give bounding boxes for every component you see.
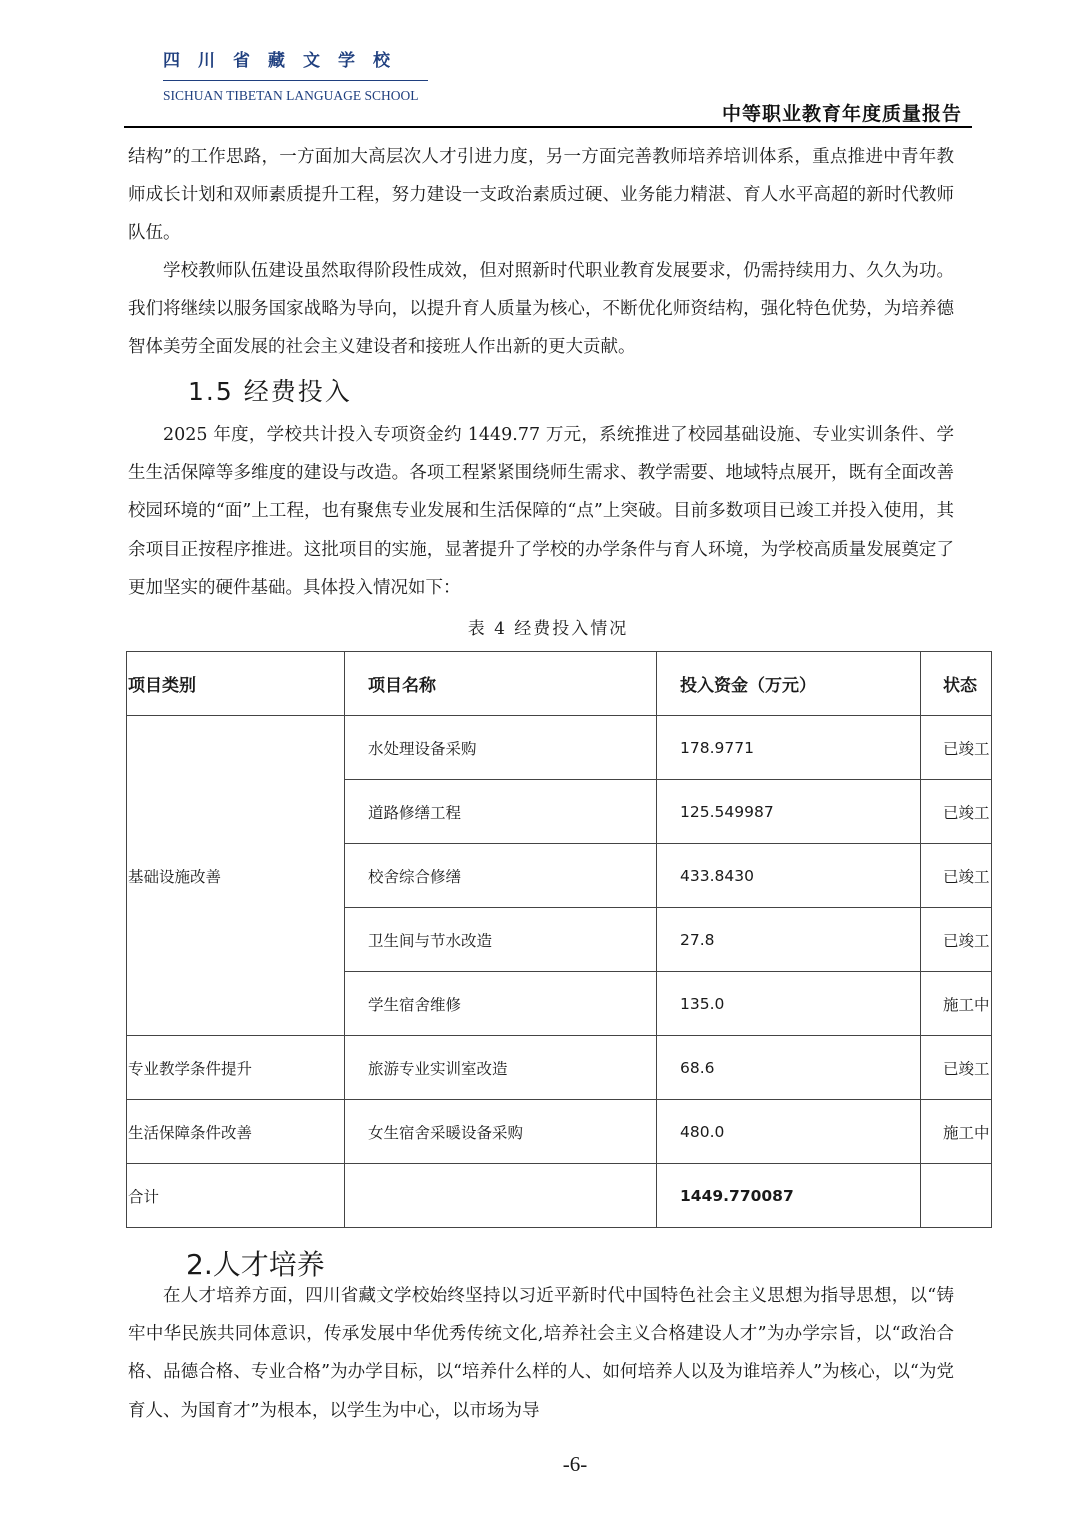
header-status: 状态: [921, 652, 992, 716]
amount-cell: 178.9771: [657, 716, 921, 780]
status-cell: 已竣工: [921, 716, 992, 780]
status-cell: 已竣工: [921, 1036, 992, 1100]
project-name-cell: 学生宿舍维修: [345, 972, 657, 1036]
total-label-cell: 合计: [127, 1164, 345, 1228]
paragraph-talent: 在人才培养方面，四川省藏文学校始终坚持以习近平新时代中国特色社会主义思想为指导思想，以“铸牢中华民族共同体意识，传承发展中华优秀传统文化,培养社会主义合格建设人才”为办学宗旨，以“政治合格、品德合格、专业合格”为办学目标，以“培养什么样的人、如何培养人以及为谁培养人”为核心，以“为党育人、为国育才”为根本，以学生为中心，以市场为导: [128, 1286, 954, 1421]
status-cell: 已竣工: [921, 780, 992, 844]
header-category: 项目类别: [127, 652, 345, 716]
section-heading-talent: 2.人才培养: [186, 1248, 325, 1281]
table-caption: 表 4 经费投入情况: [467, 619, 629, 639]
header-amount: 投入资金（万元）: [657, 652, 921, 716]
category-cell: 基础设施改善: [127, 716, 345, 1036]
status-cell: 施工中: [921, 972, 992, 1036]
amount-cell: 135.0: [657, 972, 921, 1036]
status-cell: 施工中: [921, 1100, 992, 1164]
paragraph-teachers: 学校教师队伍建设虽然取得阶段性成效，但对照新时代职业教育发展要求，仍需持续用力、久久为功。我们将继续以服务国家战略为导向，以提升育人质量为核心，不断优化师资结构，强化特色优势，为培养德智体美劳全面发展的社会主义建设者和接班人作出新的更大贡献。: [128, 261, 954, 358]
school-name-cn: 四川省藏文学校: [163, 51, 408, 71]
status-cell: 已竣工: [921, 844, 992, 908]
table-row: [127, 716, 992, 780]
header-project-name: 项目名称: [345, 652, 657, 716]
amount-cell: 480.0: [657, 1100, 921, 1164]
section-heading-funds: 1.5 经费投入: [188, 377, 352, 406]
school-name-en: SICHUAN TIBETAN LANGUAGE SCHOOL: [163, 88, 419, 103]
amount-cell: 27.8: [657, 908, 921, 972]
empty-cell: [345, 1164, 657, 1228]
school-name-underline: [163, 80, 428, 81]
header-divider: [124, 126, 972, 128]
project-name-cell: 道路修缮工程: [345, 780, 657, 844]
project-name-cell: 女生宿舍采暖设备采购: [345, 1100, 657, 1164]
project-name-cell: 水处理设备采购: [345, 716, 657, 780]
category-cell: 专业教学条件提升: [127, 1036, 345, 1100]
paragraph-continued: 结构”的工作思路，一方面加大高层次人才引进力度，另一方面完善教师培养培训体系，重点推进中青年教师成长计划和双师素质提升工程，努力建设一支政治素质过硬、业务能力精湛、育人水平高超的新时代教师队伍。: [128, 147, 954, 244]
total-amount-cell: 1449.770087: [657, 1164, 921, 1228]
project-name-cell: 卫生间与节水改造: [345, 908, 657, 972]
table-header-row: [127, 652, 992, 716]
paragraph-funds: 2025 年度，学校共计投入专项资金约 1449.77 万元，系统推进了校园基础设施、专业实训条件、学生生活保障等多维度的建设与改造。各项工程紧紧围绕师生需求、教学需要、地域特点展开，既有全面改善校园环境的“面”上工程，也有聚焦专业发展和生活保障的“点”上突破。目前多数项目已竣工并投入使用，其余项目正按程序推进。这批项目的实施，显著提升了学校的办学条件与育人环境，为学校高质量发展奠定了更加坚实的硬件基础。具体投入情况如下：: [128, 425, 954, 598]
funds-table: [126, 651, 992, 1228]
amount-cell: 433.8430: [657, 844, 921, 908]
report-title: 中等职业教育年度质量报告: [721, 103, 962, 125]
amount-cell: 68.6: [657, 1036, 921, 1100]
table-row: [127, 1036, 992, 1100]
status-cell: 已竣工: [921, 908, 992, 972]
amount-cell: 125.549987: [657, 780, 921, 844]
project-name-cell: 校舍综合修缮: [345, 844, 657, 908]
page-number: -6-: [562, 1452, 588, 1476]
table-row: [127, 1100, 992, 1164]
empty-cell: [921, 1164, 992, 1228]
category-cell: 生活保障条件改善: [127, 1100, 345, 1164]
project-name-cell: 旅游专业实训室改造: [345, 1036, 657, 1100]
table-total-row: [127, 1164, 992, 1228]
